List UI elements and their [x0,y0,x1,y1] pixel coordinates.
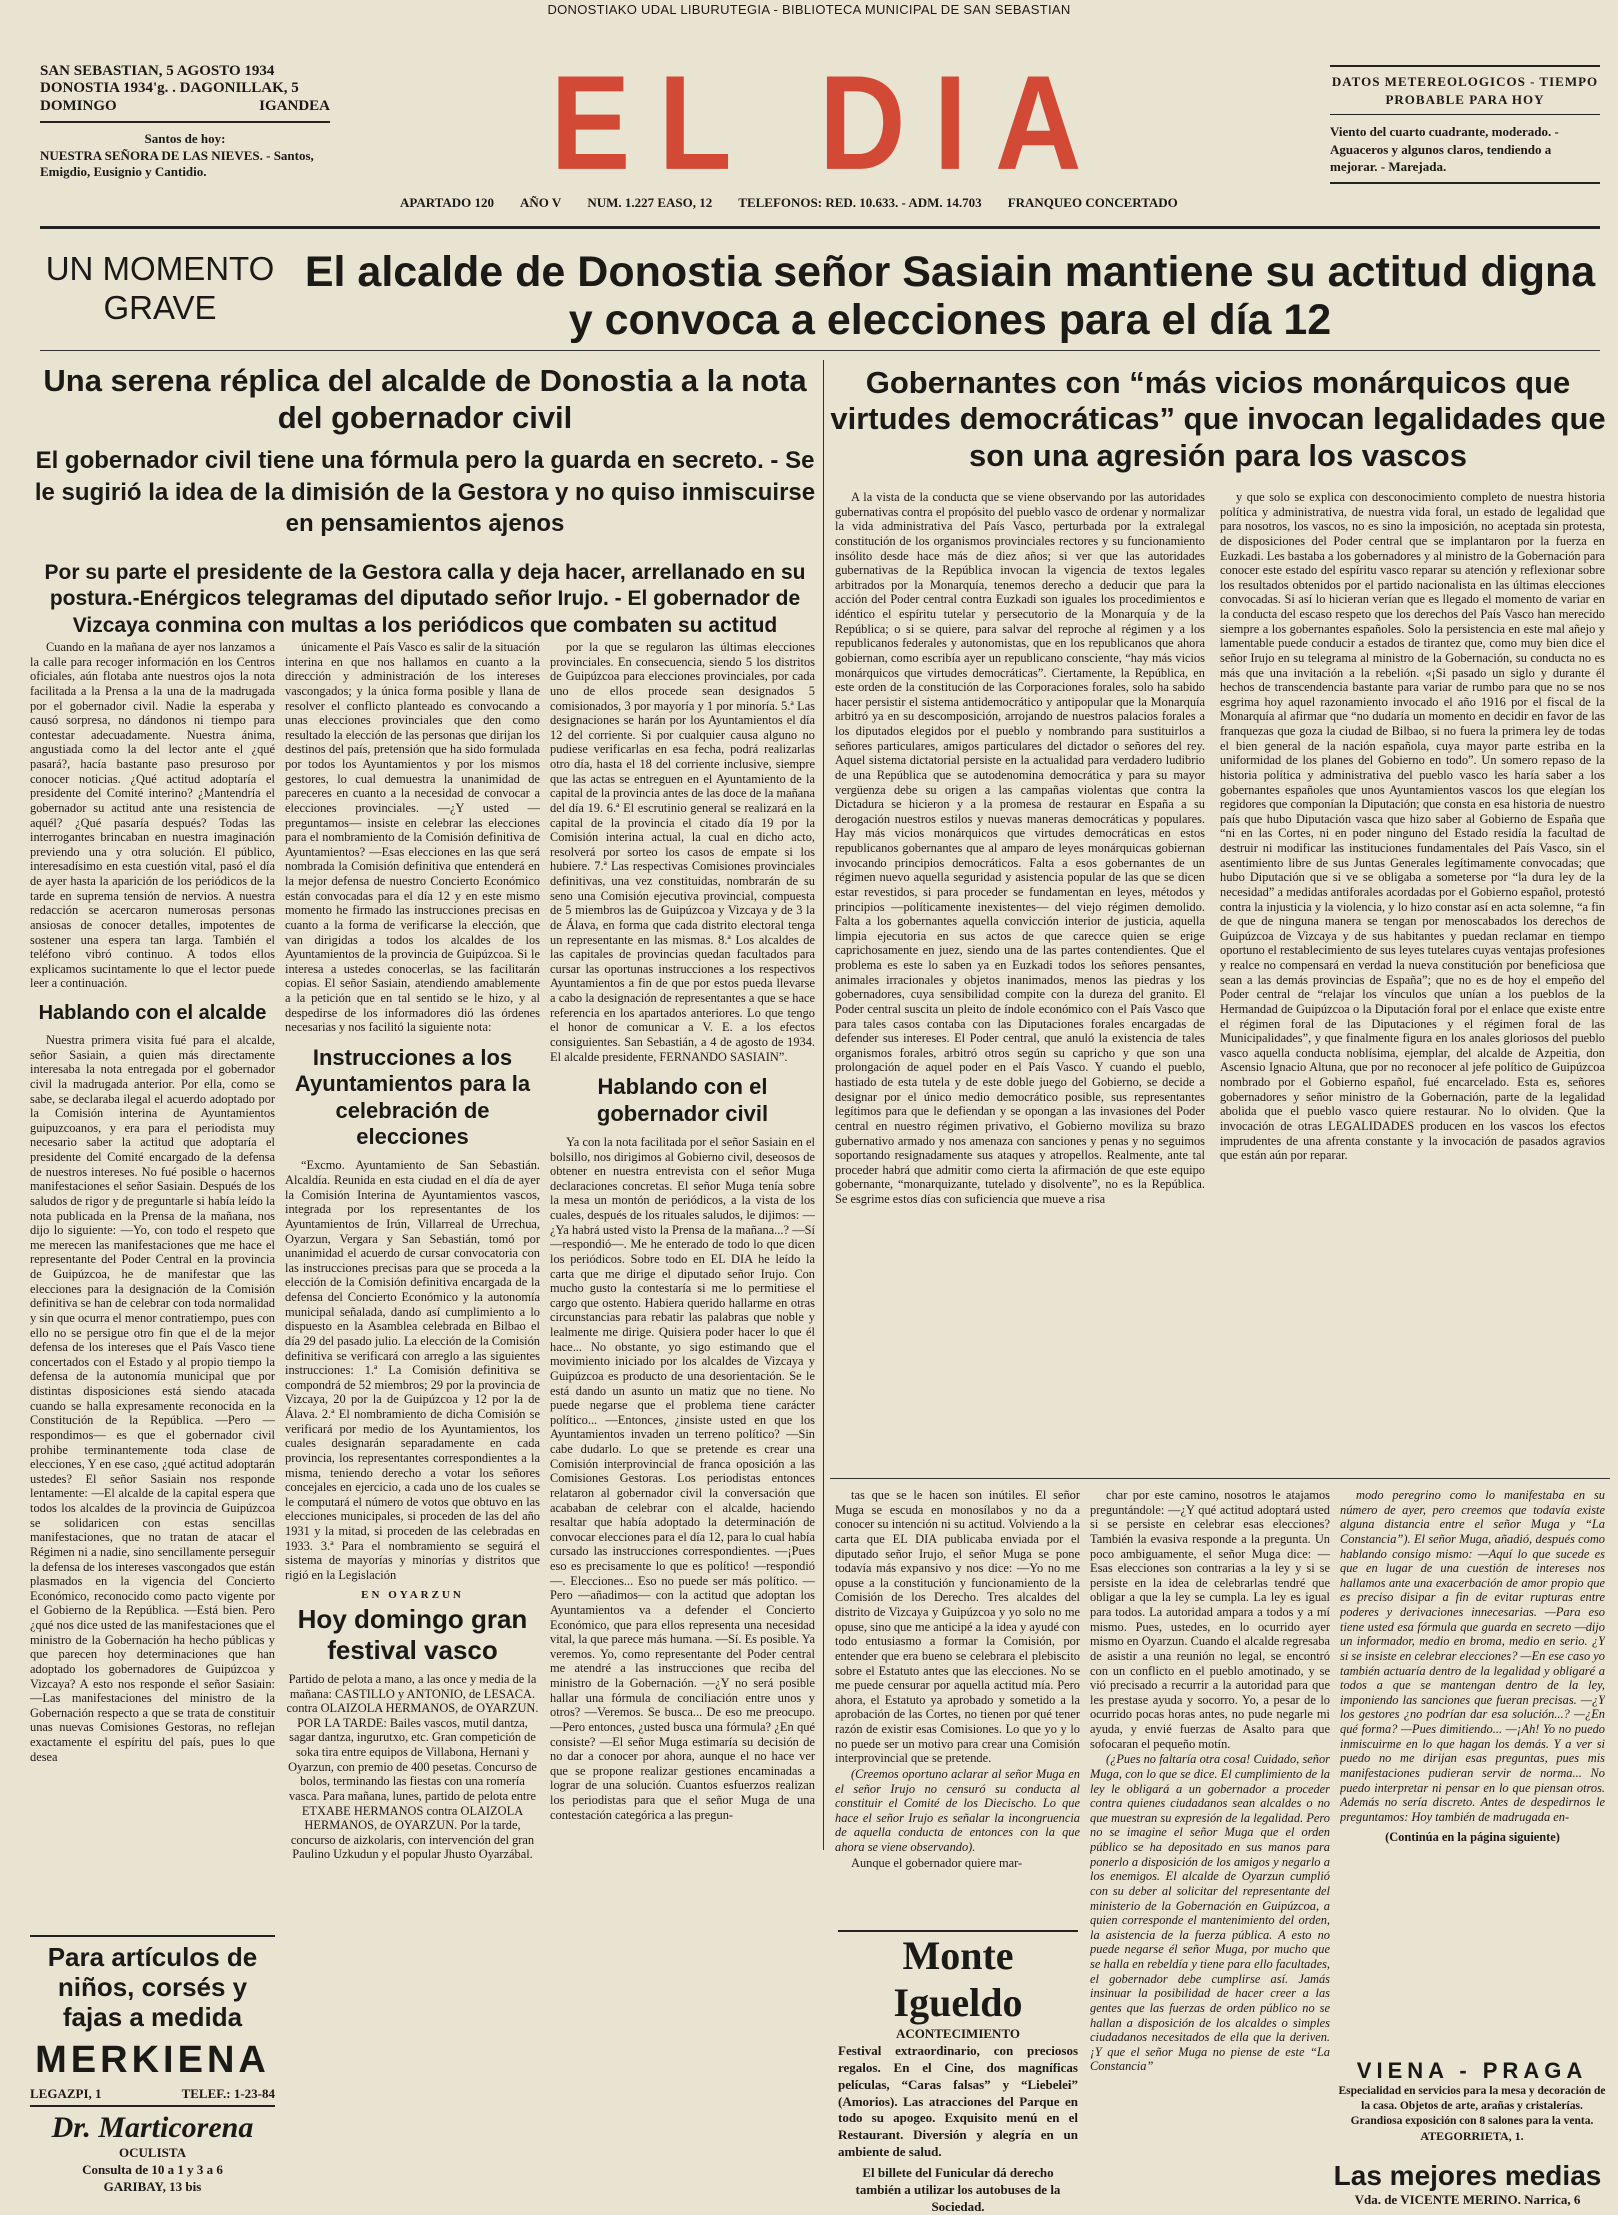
doctor-name: Dr. Marticorena [51,2111,254,2144]
section-heading-alcalde: Hablando con el alcalde [38,1002,267,1024]
article-paragraph: Ya con la nota facilitada por el señor Sasiain en el bolsillo, nos dirigimos al Gobierno civil, deseosos de obtener en nuestra entrevista con el señor Muga declaraciones concretas. El señor Muga tenía sobre la mesa un montón de periódicos, a la vista de los cuales, después de los rituales saludos, le dijimos: —¿Ya habrá usted visto la Prensa de la mañana...? —Sí —respondió—. Me he enterado de todo lo que dicen los periódicos. Sobre todo en EL DIA he leído la carta que me dirige el diputado señor Irujo. Con mucho gusto la contestaría si me lo permitiese el cargo que ostento. Habiera querido hallarme en otras circunstancias para rebatir las palabras que noble y lealmente me dirige. Quisiera poder hacer lo que él hace... No obstante, yo sigo estimando que el movimiento iniciado por los alcaldes de Vizcaya y Guipúzcoa es producto de una desorientación. Se le está dando un asunto un matiz que no tiene. No puede negarse que el problema tiene carácter político... —Entonces, ¿insiste usted en que los Ayuntamientos invaden un terreno político? —Sin cabe dudarlo. Lo que se pretende es crear una Comisión interprovincial de franca oposición a las Comisiones Gestoras. Los periodistas entonces relataron al gobernador civil la conversación que acababan de celebrar con el alcalde, haciendo resaltar que había adoptado la determinación de convocar elecciones para el día 12, para lo cual había cursado las instrucciones correspondientes. —¡Pues eso es precisamente lo que es político! —respondió—. Elecciones... Eso no puede ser más político. —Pero —añadimos— con la actitud que adoptan los Ayuntamientos va a defender el Concierto Económico, que para ellos representa una necesidad vital, la que parece más humana. —Sí. Es posible. Ya veremos. Yo, como representante del Poder central me atendré a las instrucciones que reciba del ministro de la Gobernación. —¿Y no será posible hallar una fórmula de conciliación entre unos y otros? —Veremos. Se busca... De eso me preocupo. —Pero entonces, ¿usted busca una fórmula? ¿En qué consiste? —El señor Muga estimaría su decisión de no dar a conocer por ahora, aunque el no hace ver que se propone realizar gestiones encaminadas a lograr de una solución. Cuantos esfuerzos realizan los periodistas para que el señor Muga de una contestación categórica a las pregun- [550,1134,815,1822]
column-4 [835,490,1205,1470]
column-2 [285,640,540,2160]
column-divider [823,360,824,1850]
year-number: AÑO V [520,195,562,210]
merkiena-phone: TELEF.: 1-23-84 [181,2085,275,2101]
issue-number: NUM. 1.227 EASO, 12 [587,195,713,210]
merkiena-ad [30,1935,275,2101]
main-headline: El alcalde de Donostia señor Sasiain mantiene su actitud digna y convoca a elecciones para el día 12 [304,248,1596,345]
doctor-specialty: OCULISTA [119,2145,186,2160]
column-5 [1220,490,1605,1470]
monte-igueldo-ad [838,1930,1078,2214]
viena-text: Especialidad en servicios para la mesa y decoración de la casa. Objetos de arte, arañas y cristalerías. Grandiosa exposición con 8 salones para la venta. [1338,2085,1606,2127]
left-subheadline-3: Por su parte el presidente de la Gestora calla y deja hacer, arrellanado en su postura.-Enérgicos telegramas del diputado señor Irujo. - El gobernador de Vizcaya conmina con multas a los periódicos que combaten su actitud [44,561,806,637]
side-headline: UN MOMENTO GRAVE [45,250,275,326]
date-block [40,63,330,180]
saints-text: NUESTRA SEÑORA DE LAS NIEVES. - Santos, Emigdio, Eusignio y Cantidio. [40,148,314,179]
festival-headline: Hoy domingo gran festival vasco [297,1603,528,1665]
doctor-address: GARIBAY, 13 bis [103,2178,202,2194]
apartado: APARTADO 120 [400,195,495,210]
column-8 [1340,1488,1605,2058]
date-line-1: SAN SEBASTIAN, 5 AGOSTO 1934 [40,63,275,79]
section-heading-instrucciones: Instrucciones a los Ayuntamientos para la celebración de elecciones [294,1044,531,1150]
medias-ad [1325,2160,1610,2215]
column-7 [1090,1488,1330,2168]
monte-foot: El billete del Funicular dá derecho también a utilizar los autobuses de la Sociedad. [855,2165,1061,2214]
viena-name: VIENA - PRAGA [1356,2058,1588,2083]
festival-text: Partido de pelota a mano, a las once y media de la mañana: CASTILLO y ANTONIO, de LESACA. contra OLAIZOLA HERMANOS, de OYARZUN. POR LA TARDE: Bailes vascos, mutil dantza, sagar dantza, ingurutxo, etc. Gran competición de soka tira entre equipos de Villabona, Hernani y Oyarzun, con premio de 400 pesetas. Concurso de bolos, terminando las fiestas con una romería vasca. Para mañana, lunes, partido de pelota entre ETXABE HERMANOS contra OLAIZOLA HERMANOS, de OYARZUN. Por la tarde, concurso de aizkolaris, con intervención del gran Paulino Uzkudun y el popular Jhusto Oyarzábal. [286,1671,539,1862]
column-3 [550,640,815,2200]
medias-address: Vda. de VICENTE MERINO. Narrica, 6 [1354,2192,1581,2207]
monte-body: Festival extraordinario, con preciosos regalos. En el Cine, dos magníficas películas, “Caras falsas” y “Liebelei” (Amorios). Las atracciones del Parque en todo su apogeo. Exquisito menú en el Restaurant. Diversión y alegría en un ambiente de salud. [838,2042,1078,2160]
merkiena-name: MERKIENA [35,2038,270,2081]
article-paragraph: modo peregrino como lo manifestaba en su número de ayer, pero creemos que todavía existe alguna distancia entre el señor Muga y “La Constancia”). El señor Muga, añadió, después como hablando consigo mismo: —Aquí lo que sucede es que en lugar de una cuestión de intereses nos hallamos ante una exacerbación de amor propio que es preciso disipar a fin de evitar rupturas entre poderes y derivaciones innecesarias. —Para eso tiene usted esa fórmula que guarda en secreto —dijo un informador, medio en broma, medio en serio. ¿Y si se insiste en celebrar elecciones? —En ese caso yo también actuaría dentro de la legalidad y obligaré a todos a que se mantengan dentro de la ley, imponiendo las sanciones que fueran precisas. —¿Y los gestores ¿no podrían dar esa solución...? —¿En qué forma? —Pues dimitiendo... —¡Ah! Yo no puedo inmiscuirme en lo que hagan los demás. Y a ver si puedo no me dirijan esas preguntas, pues mis manifestaciones pudieran servir de norma... No puedo interpretar ni pensar en lo que piensan otros. Además no sería discreto. Antes de despedirnos le preguntamos: Hoy también de madrugada en- [1340,1488,1605,1824]
doctor-hours: Consulta de 10 a 1 y 3 a 6 [82,2161,223,2177]
weather-box [1330,65,1600,184]
editorial-note: (¿Pues no faltaría otra cosa! Cuidado, señor Muga, con lo que se dice. El cumplimiento de la ley le obligará a un gobernador a proceder contra quienes ciudadanos sean alcaldes o no que muestran su expresión de la legalidad. Pero no se imagine el señor Muga que el orden público se ha depositado en sus manos para ponerlo a disposición de los amigos y negarlo a los enemigos. El alcalde de Oyarzun cumplió con su deber al solicitar del representante del ministerio de la Gobernación en Guipúzcoa, a quien corresponde el mantenimiento del orden, la asistencia de la fuerza pública. A esto no puede negarse él señor Muga, por mucho que se halla en rebeldía y tiene para ello facultades, el gobernador debe cumplirse así. Jamás insinuar la posibilidad de hacer creer a las gentes que las fuerzas de orden público no se hallan a disposición de los alcaldes o simples ciudadanos necesitados de ella que la deriven. ¡Y que el señor Muga no piense de este “La Constancia” [1090,1752,1330,2074]
weather-title: DATOS METEREOLOGICOS - TIEMPO PROBABLE PARA HOY [1330,73,1600,115]
masthead [40,47,1600,230]
left-subheadline-2: El gobernador civil tiene una fórmula pero la guarda en secreto. - Se le sugirió la idea de la dimisión de la Gestora y no quiso inmiscuirse en pensamientos ajenos [34,447,816,538]
article-paragraph: Aunque el gobernador quiere mar- [851,1855,1023,1870]
article-end-rule [830,1478,1610,1479]
weekday-eu: IGANDEA [259,97,330,114]
article-paragraph: Cuando en la mañana de ayer nos lanzamos a la calle para recoger información en los Centros oficiales, aún flotaba ante nuestros ojos la nota facilitada a la Prensa a la una de la madrugada por el gobernador civil. Nadie la esperaba y causó sorpresa, no dándonos ni tiempo para contestar adecuadamente. Nuestra ánima, angustiada como la del lector ante el ¿qué pasará?, hacía bastante paso presuroso por conocer noticias. ¿Qué actitud adoptaría el presidente del Comité interino? ¿Mantendría el gobernador su actitud ante una resistencia de aquél? ¿Qué pasaría después? Todas las interrogantes brincaban en nuestra imaginación previendo una y otra solución. El público, interesadísimo en esta cuestión vital, pasó el día de ayer hasta la aparición de los periódicos de la tarde en suprema tensión de nervios. A nuestra redacción se acercaron numerosas personas ansiosas de conocer detalles, impotentes de sostener una espera tan larga. También el teléfono vibró continuo. A todos ellos explicamos sucintamente lo que el lector puede leer a continuación. [30,640,275,991]
masthead-info [400,195,1260,211]
merkiena-headline: Para artículos de niños, corsés y fajas a medida [47,1942,258,2032]
right-subheadline: Gobernantes con “más vicios monárquicos que virtudes democráticas” que invocan legalidades que son una agresión para los vascos [830,365,1606,473]
weekday-es: DOMINGO [40,97,117,114]
saints-of-day [40,131,330,180]
merkiena-address: LEGAZPI, 1 [30,2085,102,2101]
article-paragraph: “Excmo. Ayuntamiento de San Sebastián. Alcaldía. Reunida en esta ciudad en el día de ayer la Comisión Interina de Ayuntamientos vascos, integrada por los representantes de los Ayuntamientos de Irún, Villarreal de Urrechua, Oyarzun, Vergara y San Sebastián, tomó por unanimidad el acuerdo de cursar convocatoria con las instrucciones precisas para que se proceda a la elección de la Comisión definitiva encargada de la defensa del Concierto Económico y la autonomía municipal señalada, dando así cumplimiento a lo dispuesto en la Asamblea celebrada en Bilbao el día 29 del pasado julio. La elección de la Comisión definitiva se verificará con arreglo a las siguientes instrucciones: 1.ª La Comisión definitiva se compondrá de 52 miembros; 29 por la provincia de Vizcaya, 20 por la de Guipúzcoa y 12 por la de Álava. 2.ª El nombramiento de dicha Comisión se verificará por medio de los Ayuntamientos, los cuales designarán separadamente en cada provincia, los representantes correspondientes a la misma, teniendo derecho a votar los señores concejales en ejercicio, a cada uno de los cuales se le computará el número de votos que obtuvo en las elecciones municipales, si proceden de las del año 1931 y la mitad, si proceden de las celebradas en 1933. 3.ª Para el nombramiento se seguirá el sistema de mayorías y minorías y distritos que rigió en la Legislación [285,1158,540,1582]
continued-note: (Continúa en la página siguiente) [1385,1830,1560,1845]
postage: FRANQUEO CONCERTADO [1007,195,1178,210]
medias-name: Las mejores medias [1333,2160,1602,2191]
article-paragraph: y que solo se explica con desconocimiento completo de nuestra historia política y administrativa, de nuestra vida foral, un estado de legalidad que para nosotros, los vascos, no es sino la imposición, no aceptada sin protesta, de disposiciones del Poder central que se implantaron por la fuerza en Euzkadi. Les bastaba a los gobernadores y al ministro de la Gobernación para conocer este estado del espíritu vasco reparar su atención y reflexionar sobre los resultados obtenidos por el partido nacionalista en las últimas elecciones convocadas. Si así lo hicieran verían que es llegado el momento de variar en la conducta del escaso respeto que los derechos del País Vasco han merecido siempre a los gobernantes españoles. Solo la persistencia en este mal añejo y lamentable puede conducir a estados de tirantez que, como muy bien dice el señor Irujo en su telegrama al ministro de la Gobernación, su conducta no es más que una invitación a la rebelión. «¡Si pasado un siglo y durante él hechos de transcendencia bastante para variar de rumbo para que no se nos esgrima hoy aquel razonamiento invocado el año 1916 por el fiscal de la Monarquía al afirmar que “no dudaría un momento en decidir en favor de las franquezas que goza la ciudad de Bilbao, si no fuera la primera ley de todas el bien general de la nación española, cuya mayor parte estriba en la uniformidad de los planes del Gobierno en todo”. Un somero repaso de la historia política y administrativa del pueblo vasco les haría saber a los gobernantes españoles que unos Ayuntamientos vascos los que elegían los regidores que componían la Diputación; que consta en esa historia de nuestro país que hubo Diputación vasca que hizo saber al Gobierno de España que “ni en las Cortes, ni en poder ninguno del Estado residía la facultad de destruir ni modificar las instituciones fundamentales del País Vasco, sin el asentimiento libre de sus Juntas Generales legítimamente convocadas; que hubo Diputación que si ve se obligaba a someterse por “la dura ley de la necesidad” a medidas antiforales acordadas por el Gobierno español, protestó contra la injusticia y la violencia, y lo hizo constar así en acta solemne, “a fin de que de ninguna manera se tengan por menoscabados los derechos de Guipúzcoa de Vizcaya y de sus habitantes y puedan reclamar en tiempo oportuno el restablecimiento de sus leyes tutelares cuyas ventajas profesiones y realce no compensará en verdad la nueva constitución por beneficiosa que sean a las demás provincias de España”; que no es de hoy el empeño del Poder central de “relajar los vínculos que unían a los pueblos de la Hermandad de Guipúzcoa o la Diputación foral por el enlace que existe entre el régimen foral de las Diputaciones y el régimen foral de las Municipalidades”, y que finalmente figura en los anales gloriosos del pueblo vasco aquella conducta noblísima, ejemplar, del alcalde de Azpeitia, don Ascensio Ignacio Altuna, que por no reconocer al jefe político de Guipúzcoa nombrado por el Gobierno español, fué encarcelado. Esta es, señores gobernadores y señor ministro de la Gobernación, parte de la legalidad abolida que el pueblo vasco quiere restaurar. No lo olviden. Que la invocación de otras LEGALIDADES producen en los vascos los efectos imprudentes de una afrenta constante y la invocación de pasados agravios que están aún por reparar. [1220,490,1605,1163]
article-paragraph: A la vista de la conducta que se viene observando por las autoridades gubernativas contra el propósito del pueblo vasco de ordenar y normalizar la vida administrativa del País Vasco, perturbada por la extralegal constitución de los organismos provinciales rectores y su funcionamiento insólito desde hace más de diez años; si ver que las autoridades gubernativas de la República invocan la vigencia de textos legales arbitrados por la Monarquía, tenemos derecho a deducir que para la acción del Poder central contra Euzkadi son iguales los procedimientos e idéntico el espíritu tutelar y persecutorio de la Monarquía y de la República; o si se quiere, para salvar del reproche al régimen y a los republicanos federales y autonomistas, que en los republicanos que ahora gobiernan, como escribía ayer un republicano consciente, “hay más vicios monárquicos que virtudes democráticas”. Ciertamente, la República, en este orden de la constitución de las Corporaciones forales, solo ha sabido hacer persistir el sistema antidemocrático y antipopular que la Monarquía arbitró ya en su descomposición, arrojando de nuestros palacios forales a los diputados elegidos por el pueblo y nombrando para sustituirlos a señores particulares, amigos particulares del dictador o señores del rey. Aquel sistema dictatorial persiste en la actualidad para verdadero ludibrio de una República que se autodenomina democrática y para su mayor vergüenza debe su origen a las campañas violentas que contra la Dictadura se hicieron y a la promesa de restaurar en España a su derogación nuestros estilos y nuevas maneras democráticas y populares. Hay más vicios monárquicos que virtudes democráticas en estos republicanos gobernantes que al amparo de leyes monárquicas gobiernan invocando principios democráticos. Falta a esos gobernantes de un régimen nuevo aquella seguridad y asistencia popular de las que se dicen estar revestidos, si para proceder se fundamentan en leyes, métodos y principios —políticamente inexistentes— del viejo régimen demolido. Falta a los gobernantes aquella convicción interior de justicia, aquella limpia ejecutoria en sus actos de que carecce quien se erige caprichosamente en juez, siendo una de las partes contendientes. Que el problema es este lo saben ya en Euzkadi todos los señores pensantes, animales irracionales y objetos inanimados, menos las piedras y los gobernadores, cuya sensibilidad compite con la dureza del granito. El Poder central suscita un pleito de índole económico con el País Vasco que para tales casos contaba con las Diputaciones forales encargadas de defender sus intereses. El Poder central, que anuló la existencia de tales organismos forales, arbitró otros según su capricho y que son una prolongación de aquel poder en el País Vasco. Y cuando el pueblo, hastiado de esta tutela y de este doble juego del Gobierno, se decide a designar por el único medio democrático posible, sus representantes legítimos para que le defiendan y se opongan a las invasiones del Poder central en nuestro régimen privativo, el Gobierno moviliza su brazo gubernativo armado y nos amenaza con sanciones y penas y no seguimos soportando resignadamente sus ataques y atropellos. Realmente, ante tal proceder habrá que admitir como cierta la afirmación de que este equipo gobernante, “monarquizante, tutelado y disolvente”, no es la República. Se esgrime estos días con suficiencia que mueve a risa [835,490,1205,1206]
monte-title: Monte Igueldo [893,1933,1023,2025]
merkiena-contact [30,2086,275,2102]
article-paragraph: únicamente el País Vasco es salir de la situación interina en que nos hallamos en cuanto a la dirección y administración de los intereses vascongados; y la única forma posible y llana de resolver el conflicto planteado es convocando a unas elecciones provinciales que den como resultado la elección de las personas que dirijan los destinos del país, pretensión que ha sido formulada por todos los Ayuntamientos y por los mismos gestores, lo cual demuestra la unanimidad de pareceres en cuanto a la necesidad de convocar a elecciones provinciales. —¿Y usted —preguntamos— insiste en celebrar las elecciones para el nombramiento de la Comisión definitiva de Ayuntamientos? —Esas elecciones en las que será nombrada la Comisión definitiva que entenderá en la mejor defensa de nuestro Concierto Económico están convocadas para el día 12 y en este mismo momento he firmado las instrucciones precisas en cuanto a la forma de verificarse la elección, que van dirigidas a todos los alcaldes de los Ayuntamientos de la provincia de Guipúzcoa. Si le interesa a ustedes conocerlas, se las facilitarán copias. El señor Sasiain, atendiendo amablemente a la petición que en tal sentido se le hizo, y al despedirse de los informadores dió las órdenes necesarias y nos facilitó la siguiente nota: [285,640,540,1035]
article-paragraph: tas que se le hacen son inútiles. El señor Muga se escuda en monosílabos y no da a conocer su intención ni su actitud. Volviendo a la carta que EL DIA publicaba enviada por el diputado señor Irujo, el señor Muga se pone todavía más expansivo y nos dice: —Yo no me opuse a la constitución y funcionamiento de la Comisión de los Derecho. Tres alcaldes del distrito de Vizcaya y Guipúzcoa y yo solo no me opuse, sino que me anticipé a la idea y ayudé con todo entusiasmo a formar la Comisión, por entender que era bueno se celebrara el plebiscito sobre el Estatuto antes que las elecciones. No se me puede censurar por aquella actitud mía. Pero ahora, el Estatuto ya aprobado y sometido a la aprobación de las Cortes, no tienen por qué tener razón de existir esas Comisiones. Lo que yo y lo no puede ser un motivo para crear una Comisión interprovincial que se pretende. [835,1488,1080,1766]
article-paragraph: Nuestra primera visita fué para el alcalde, señor Sasiain, a quien más directamente interesaba la nota entregada por el gobernador civil la madrugada anterior. Por ella, como se sabe, se declaraba ilegal el acuerdo adoptado por la Comisión interina de Ayuntamientos guipuzcoanos, y era para el periodista muy necesario saber la actitud que adoptaría el presidente del Comité encargado de la defensa de nuestros intereses. No fué posible o hacernos manifestaciones el señor Sasiain. Después de los saludos de rigor y de preguntarle si había leído la nota publicada en la Prensa de la mañana, nos dijo lo siguiente: —Yo, con todo el respeto que me merecen las manifestaciones que me hace el representante del Poder Central en la provincia de Guipúzcoa, he de manifestar que las elecciones para la designación de la Comisión definitiva se han de celebrar con toda normalidad y sin que ocurra el menor contratiempo, pues con ello no se persigue otro fin que el de la mejor defensa de los intereses que el País Vasco tiene concertados con el Estado y al propio tiempo la defensa de la autonomía municipal que por distintas disposiciones está siendo atacada cuando se halla expresamente reconocida en la Constitución de la República. —Pero —respondimos— es que el gobernador civil prohibe terminantemente toda clase de elecciones, Y en ese caso, ¿qué actitud adoptarán ustedes? El señor Sasiain nos responde lentamente: —El alcalde de la capital espera que todos los alcaldes de la provincia de Guipúzcoa se solidaricen con estas sencillas manifestaciones, que no tratan de atacar el Régimen ni a nadie, sino sencillamente perseguir la defensa de los intereses vascongados que están plasmados en la vigencia del Concierto Económico, reconocido como pacto vigente por el Gobierno de la República. —Está bien. Pero ¿qué nos dice usted de las manifestaciones que el ministro de la Gobernación ha hecho públicas y que parecen hoy determinaciones que han adoptado los gobernadores de Guipúzcoa y Vizcaya? A esto nos responde el señor Sasiain: —Las manifestaciones del ministro de la Gobernación respecto a que se trata de constituir unas nuevas Comisiones Gestoras, no reflejan exactamente el espíritu del país, pues lo que desea [30,1033,275,1764]
viena-address: ATEGORRIETA, 1. [1420,2128,1524,2143]
article-paragraph: char por este camino, nosotros le atajamos preguntándole: —¿Y qué actitud adoptará usted si se persiste en celebrar esas elecciones? También la evasiva responde a la pregunta. Un poco ambiguamente, el señor Muga dice: —Esas elecciones son contrarias a la ley y si se persiste en la idea de celebrarlas tendré que obligar a que la ley se cumpla. La ley es igual para todos. La autoridad ampara a todos y a mí mismo. Pues, ustedes, en lo ocurrido ayer mismo en Oyarzun. Cuando el alcalde regresaba de asistir a una reunión no legal, se encontró con un conflicto en el pueblo amotinado, y se vió precisado a recurrir a la autoridad para que les prestase ayuda y socorro. Yo, a pesar de lo ocurrido pocas horas antes, no pude negarle mi ayuda, y envié fuerzas de Asalto para que sofocaran el pequeño motín. [1090,1488,1330,1751]
section-heading-gobernador: Hablando con el gobernador civil [596,1074,769,1126]
archive-header: DONOSTIAKO UDAL LIBURUTEGIA - BIBLIOTECA MUNICIPAL DE SAN SEBASTIAN [547,2,1071,17]
masthead-rule [40,226,1600,229]
saints-title: Santos de hoy: [144,130,226,146]
editorial-note: (Creemos oportuno aclarar al señor Muga en el señor Irujo no censuró su conducta al constituir el Comité de los Diecischo. Lo que hace el señor Irujo es señalar la incongruencia de aquella conducta de entonces con la que ahora se viene observando). [835,1766,1080,1854]
weather-text: Viento del cuarto cuadrante, moderado. - Aguaceros y algunos claros, tendiendo a mejorar. - Marejada. [1330,124,1559,175]
viena-praga-ad [1338,2058,1606,2143]
date-line-2: DONOSTIA 1934'g. . DAGONILLAK, 5 [40,80,299,97]
newspaper-logo: EL DIA [550,47,1110,199]
article-paragraph: por la que se regularon las últimas elecciones provinciales. En consecuencia, siendo 5 los distritos de Guipúzcoa para elecciones provinciales, por cada uno de ellos procede sean designados 5 comisionados, 3 por mayoría y 1 por minoría. 5.ª Las designaciones se harán por los Ayuntamientos el día 12 del corriente. Si por cualquier causa alguno no pudiese verificarlas en esa fecha, podrá realizarlas otro día, hasta el 18 del corriente inclusive, siempre que las actas se entreguen en el Ayuntamiento de la capital de la provincia antes de las doce de la mañana del día 19. 6.ª El escrutinio general se realizará en la capital de la provincia el citado día 19 por la Comisión interina actual, la cual en dicho acto, resolverá por sorteo los casos de empate si los hubiere. 7.ª Las respectivas Comisiones provinciales definitivas, una vez constituidas, nombrarán de su seno una Comisión ejecutiva provincial, compuesta de 5 miembros las de Guipúzcoa y Vizcaya y de 3 la de Álava, en forma que cada distrito electoral tenga un representante en las mismas. 8.ª Los alcaldes de las capitales de provincias quedan facultados para cursar las oportunas instrucciones a los respectivos Ayuntamientos a fin de que por estos pueda llevarse a cabo la designación de representantes a que se hace referencia en los apartados anteriores. Lo que tengo el honor de comunicar a V. E. a los efectos consiguientes. San Sebastián, a 4 de agosto de 1934. El alcalde presidente, FERNANDO SASIAIN”. [550,640,815,1064]
left-subheadline-1: Una serena réplica del alcalde de Donostia a la nota del gobernador civil [43,363,807,436]
doctor-ad [30,2105,275,2210]
headline-rule [40,350,1600,351]
column-1 [30,640,275,1930]
column-6 [835,1488,1080,1928]
oyarzun-kicker: EN OYARZUN [361,1588,464,1601]
monte-subtitle: ACONTECIMIENTO [895,2026,1020,2041]
phones: TELEFONOS: RED. 10.633. - ADM. 14.703 [738,195,982,210]
